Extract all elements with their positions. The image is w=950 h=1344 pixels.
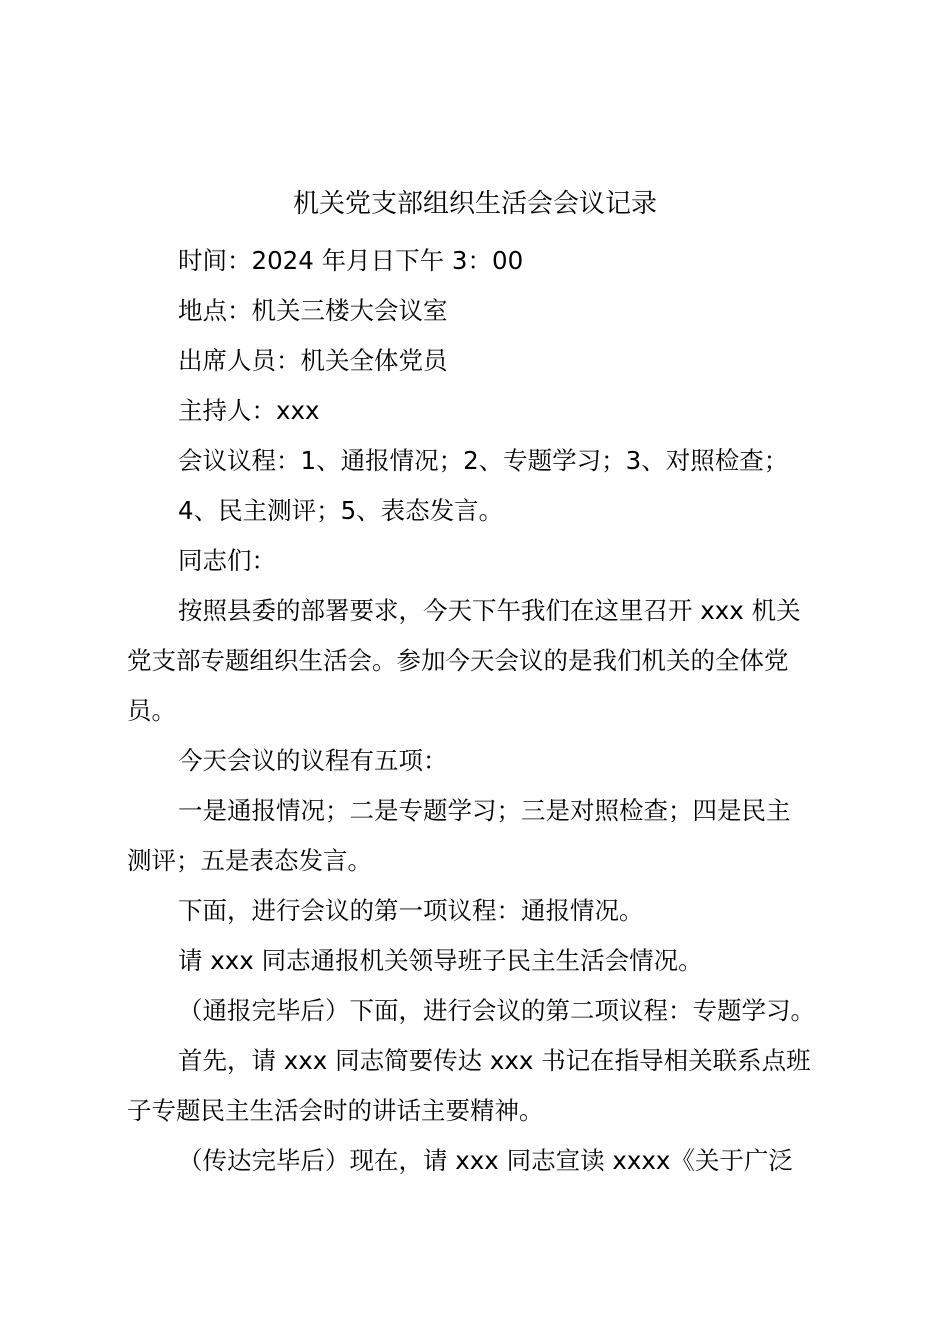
paragraph-line: 员。 [127,696,176,725]
attendees-line: 出席人员：机关全体党员 [178,346,448,375]
paragraph-line: 今天会议的议程有五项： [178,746,448,775]
paragraph-line: 下面，进行会议的第一项议程：通报情况。 [178,896,644,925]
meeting-time-line: 时间：2024 年月日下午 3：00 [178,246,524,275]
host-line: 主持人：xxx [178,396,320,425]
paragraph-line: 按照县委的部署要求，今天下午我们在这里召开 xxx 机关 [178,596,801,625]
paragraph-line: 测评；五是表态发言。 [127,846,372,875]
document-title: 机关党支部组织生活会会议记录 [292,189,657,219]
salutation-line: 同志们： [178,546,276,575]
paragraph-line: （通报完毕后）下面，进行会议的第二项议程：专题学习。 [178,996,815,1025]
paragraph-line: 请 xxx 同志通报机关领导班子民主生活会情况。 [178,946,703,975]
agenda-line-continued: 4、民主测评；5、表态发言。 [178,496,504,525]
paragraph-line: 一是通报情况；二是专题学习；三是对照检查；四是民主 [178,796,791,825]
paragraph-line: （传达完毕后）现在，请 xxx 同志宣读 xxxx《关于广泛 [178,1146,793,1175]
meeting-location-line: 地点：机关三楼大会议室 [178,296,448,325]
paragraph-line: 首先，请 xxx 同志简要传达 xxx 书记在指导相关联系点班 [178,1046,811,1075]
paragraph-line: 子专题民主生活会时的讲话主要精神。 [127,1096,544,1125]
agenda-line: 会议议程：1、通报情况；2、专题学习；3、对照检查； [178,446,789,475]
document-body [127,236,835,1186]
paragraph-line: 党支部专题组织生活会。参加今天会议的是我们机关的全体党 [127,646,789,675]
